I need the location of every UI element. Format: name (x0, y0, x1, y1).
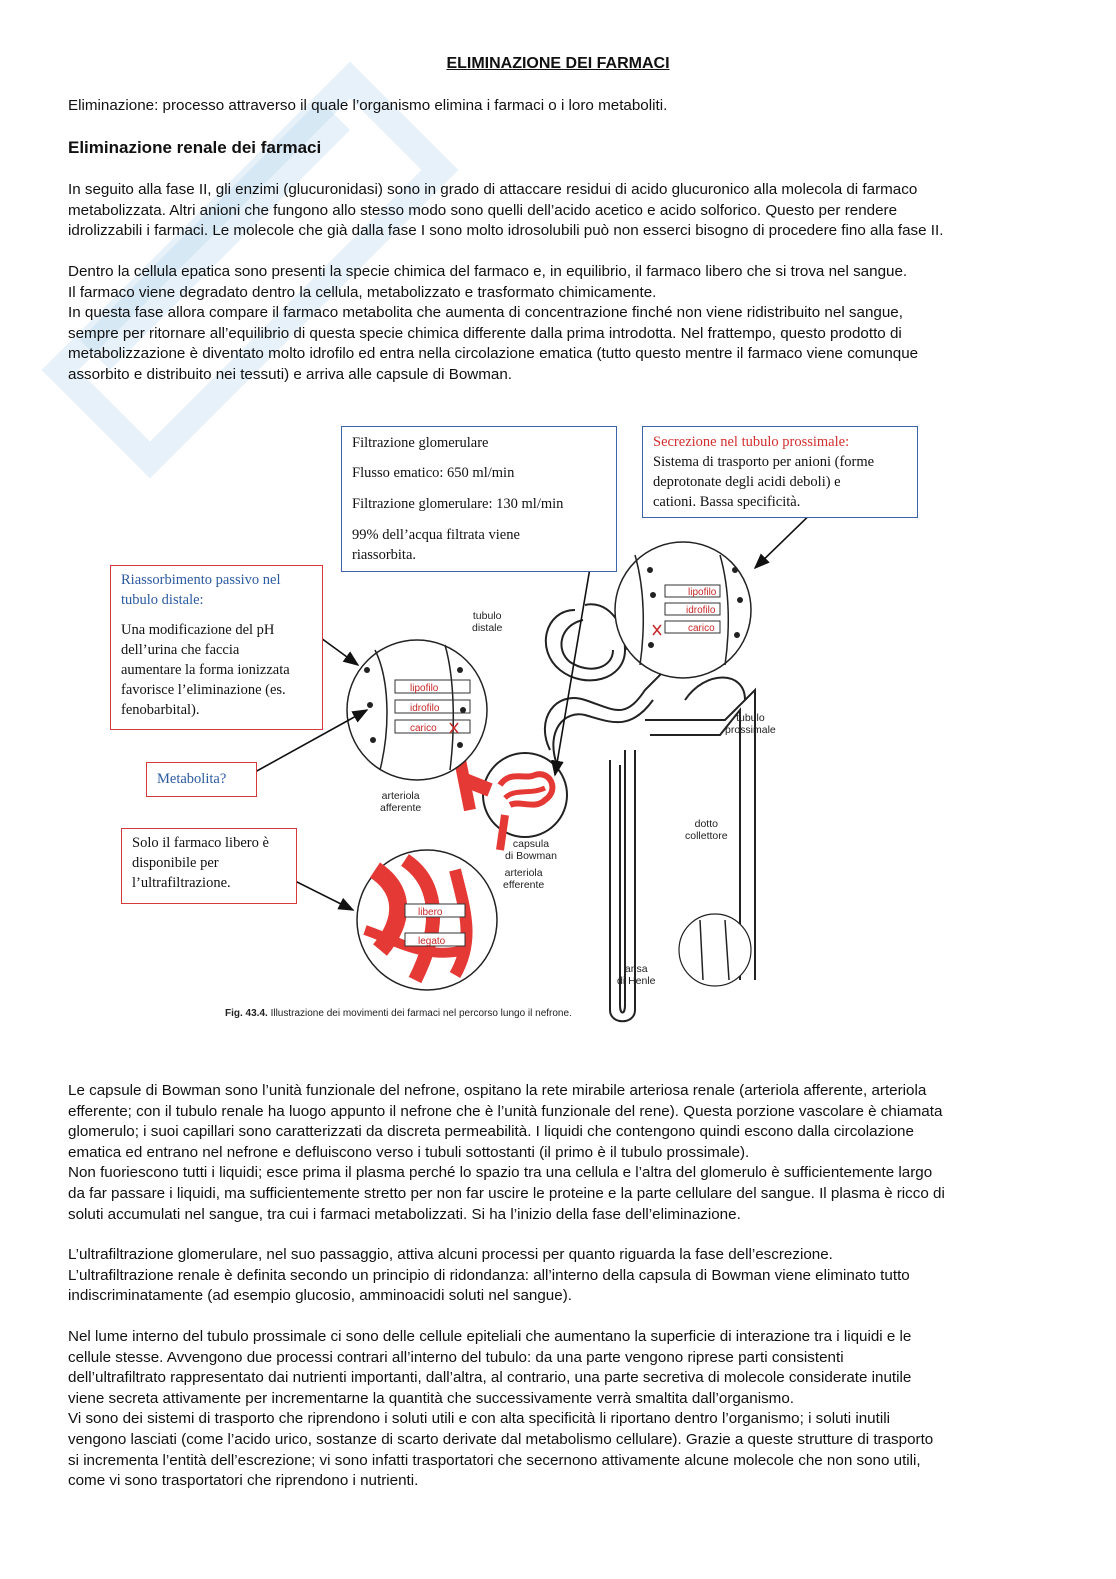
text-line: sempre per ritornare all’equilibrio di questa specie chimica differente dalla prima introdotta. Nel frattempo, questo prodotto di (68, 324, 902, 342)
secretion-line: cationi. Bassa specificità. (653, 494, 801, 510)
free-drug-line: disponibile per (132, 855, 219, 871)
label-line: arteriola (381, 790, 420, 802)
text-line: metabolizzata. Altri anioni che fungono allo stesso modo sono quelli dell’acido acetico e acido solforico. Questo per rendere (68, 201, 898, 219)
zoom-glomerular-capillaries (357, 850, 497, 990)
tag-lipofilo: lipofilo (410, 683, 439, 694)
filtration-title: Filtrazione glomerulare (352, 435, 489, 451)
label-line: tubulo (472, 610, 502, 622)
label-line: capsula (512, 838, 550, 850)
paragraph-1 (68, 180, 1048, 242)
figure-caption (225, 1008, 572, 1019)
text-line: efferente; con il tubulo renale ha luogo appunto il nefrone che è l’unità funzionale del rene). Questa porzione vascolare è chiamata (68, 1102, 943, 1120)
text-line: Nel lume interno del tubulo prossimale ci sono delle cellule epiteliali che aumentano la superficie di interazione tra i liquidi e le (68, 1328, 912, 1345)
text-line: idrolizzabili i farmaci. Le molecole che già dalla fase I sono molto idrosolubili può non esserci bisogno di procedere fino alla fase II. (68, 222, 944, 240)
reabsorption-line: aumentare la forma ionizzata (121, 662, 290, 678)
text-line: cellule stesse. Avvengono due processi contrari all’interno del tubulo: da una parte vengono riprese parti consistenti (68, 1348, 844, 1366)
label-dotto-collettore (685, 818, 728, 842)
tag-carico: carico (688, 623, 715, 634)
label-line: collettore (685, 830, 728, 842)
label-arteriola-efferente (503, 867, 544, 891)
free-drug-line: l’ultrafiltrazione. (132, 875, 231, 891)
paragraph-5 (68, 1327, 1048, 1492)
text-line: come vi sono trasportatori che riprendono i nutrienti. (68, 1472, 419, 1490)
filtration-water-line: 99% dell’acqua filtrata viene (352, 527, 520, 543)
text-line: viene secreta attivamente per incrementarne la quantità che successivamente verrà smaltita dall’organismo. (68, 1389, 794, 1407)
reabsorption-title: Riassorbimento passivo nel (121, 572, 281, 588)
reabsorption-line: Una modificazione del pH (121, 622, 275, 638)
paragraph-2 (68, 262, 1048, 386)
label-line: di Henle (617, 975, 656, 987)
zoom-proximal-tubule (615, 542, 751, 678)
zoom-henle (679, 914, 751, 986)
text-line: indiscriminatamente (ad esempio glucosio, amminoacidi soluti nel sangue). (68, 1287, 572, 1305)
intro-paragraph: Eliminazione: processo attraverso il quale l’organismo elimina i farmaci o i loro metaboliti. (68, 97, 668, 114)
label-tubulo-prossimale (725, 712, 776, 736)
label-line: afferente (380, 802, 422, 814)
text-line: soluti accumulati nel sangue, tra cui i farmaci metabolizzati. Si ha l’inizio della fase dell’eliminazione. (68, 1205, 741, 1223)
label-line: dotto (694, 818, 718, 830)
text-line: si incrementa l’entità dell’escrezione; vi sono infatti trasportatori che secernono attivamente alcune molecole che non sono utili, (68, 1451, 921, 1469)
reabsorption-line: favorisce l’eliminazione (es. (121, 682, 286, 698)
caption-number: Fig. 43.4. (225, 1008, 268, 1019)
text-line: vengono lasciati (come l’acido urico, sostanze di scarto derivate dal metabolismo cellulare). Grazie a queste strutture di trasporto (68, 1430, 934, 1448)
bowman-capsule (483, 753, 567, 837)
text-line: dell’ultrafiltrato rappresentato dai nutrienti importanti, dall’altra, al contrario, una parte secretiva di molecole considerate inutile (68, 1369, 912, 1387)
secretion-line: deprotonate degli acidi deboli) e (653, 474, 841, 490)
zoom-distal-tubule (347, 640, 487, 780)
page-title: ELIMINAZIONE DEI FARMACI (446, 55, 670, 72)
text-line: Non fuoriescono tutti i liquidi; esce prima il plasma perché lo spazio tra una cellula e l’altra del glomerulo è sufficientemente largo (68, 1164, 933, 1182)
free-drug-line: Solo il farmaco libero è (132, 835, 269, 851)
tag-idrofilo: idrofilo (686, 605, 716, 616)
label-line: distale (472, 622, 503, 634)
text-line: L’ultrafiltrazione renale è definita secondo un principio di ridondanza: all’interno della capsula di Bowman viene eliminato tutto (68, 1266, 910, 1284)
label-line: di Bowman (505, 850, 557, 862)
text-line: assorbito e distribuito nei tessuti) e arriva alle capsule di Bowman. (68, 365, 513, 383)
caption-text: Illustrazione dei movimenti dei farmaci nel percorso lungo il nefrone. (267, 1008, 572, 1019)
paragraph-4 (68, 1245, 1048, 1307)
tag-libero: libero (418, 907, 443, 918)
text-line: Le capsule di Bowman sono l’unità funzionale del nefrone, ospitano la rete mirabile arteriosa renale (arteriola afferente, arteriola (68, 1082, 927, 1099)
label-arteriola-afferente (380, 790, 421, 814)
label-line: efferente (503, 879, 545, 891)
paragraph-3 (68, 1081, 1048, 1225)
label-tubulo-distale (472, 610, 502, 634)
box-proximal-secretion (642, 426, 918, 518)
text-line: glomerulo; i suoi capillari sono caratterizzati da discreta permeabilità. I liquidi che contengono quindi escono dalla circolazione (68, 1123, 914, 1141)
label-line: tubulo (736, 712, 765, 724)
filtration-water-line: riassorbita. (352, 547, 417, 563)
text-line: ematica ed entrano nel nefrone e defluiscono verso i tubuli sottostanti (il primo è il tubulo prossimale). (68, 1143, 750, 1161)
text-line: Il farmaco viene degradato dentro la cellula, metabolizzato e trasformato chimicamente. (68, 283, 657, 301)
label-ansa-henle (617, 963, 656, 987)
tag-idrofilo: idrofilo (410, 703, 440, 714)
secretion-line: Sistema di trasporto per anioni (forme (653, 454, 875, 470)
text-line: metabolizzazione è diventato molto idrofilo ed entra nella circolazione ematica (tutto questo mentre il farmaco viene comunque (68, 345, 919, 363)
nephron-figure (105, 420, 965, 1040)
label-line: ansa (624, 963, 648, 975)
reabsorption-line: dell’urina che faccia (121, 642, 240, 658)
metabolite-text: Metabolita? (157, 771, 227, 787)
reabsorption-title: tubulo distale: (121, 592, 204, 608)
section-heading: Eliminazione renale dei farmaci (68, 138, 322, 157)
text-line: In questa fase allora compare il farmaco metabolita che aumenta di concentrazione finché non viene ridistribuito nel sangue, (68, 304, 903, 322)
text-line: Dentro la cellula epatica sono presenti la specie chimica del farmaco e, in equilibrio, il farmaco libero che si trova nel sangue. (68, 263, 908, 280)
tag-carico: carico (410, 723, 437, 734)
label-capsula-bowman (505, 838, 557, 862)
box-glomerular-filtration (341, 426, 617, 572)
box-free-drug (121, 828, 297, 904)
tag-lipofilo: lipofilo (688, 587, 717, 598)
secretion-title: Secrezione nel tubulo prossimale: (653, 434, 850, 450)
text-line: L’ultrafiltrazione glomerulare, nel suo passaggio, attiva alcuni processi per quanto riguarda la fase dell’escrezione. (68, 1246, 833, 1263)
filtration-flow: Flusso ematico: 650 ml/min (352, 465, 515, 481)
text-line: In seguito alla fase II, gli enzimi (glucuronidasi) sono in grado di attaccare residui di acido glucuronico alla molecola di farmaco (68, 181, 918, 198)
label-line: arteriola (504, 867, 543, 879)
reabsorption-line: fenobarbital). (121, 702, 200, 718)
filtration-gfr: Filtrazione glomerulare: 130 ml/min (352, 496, 564, 512)
label-line: prossimale (725, 724, 776, 736)
tag-legato: legato (418, 936, 446, 947)
text-line: da far passare i liquidi, ma sufficientemente stretto per non far uscire le proteine e la parte cellulare del sangue. Il plasma è ricco di (68, 1184, 945, 1202)
box-distal-reabsorption (110, 565, 323, 730)
text-line: Vi sono dei sistemi di trasporto che riprendono i soluti utili e con alta specificità li riportano dentro l’organismo; i soluti inutili (68, 1410, 890, 1428)
box-metabolite (146, 762, 257, 797)
